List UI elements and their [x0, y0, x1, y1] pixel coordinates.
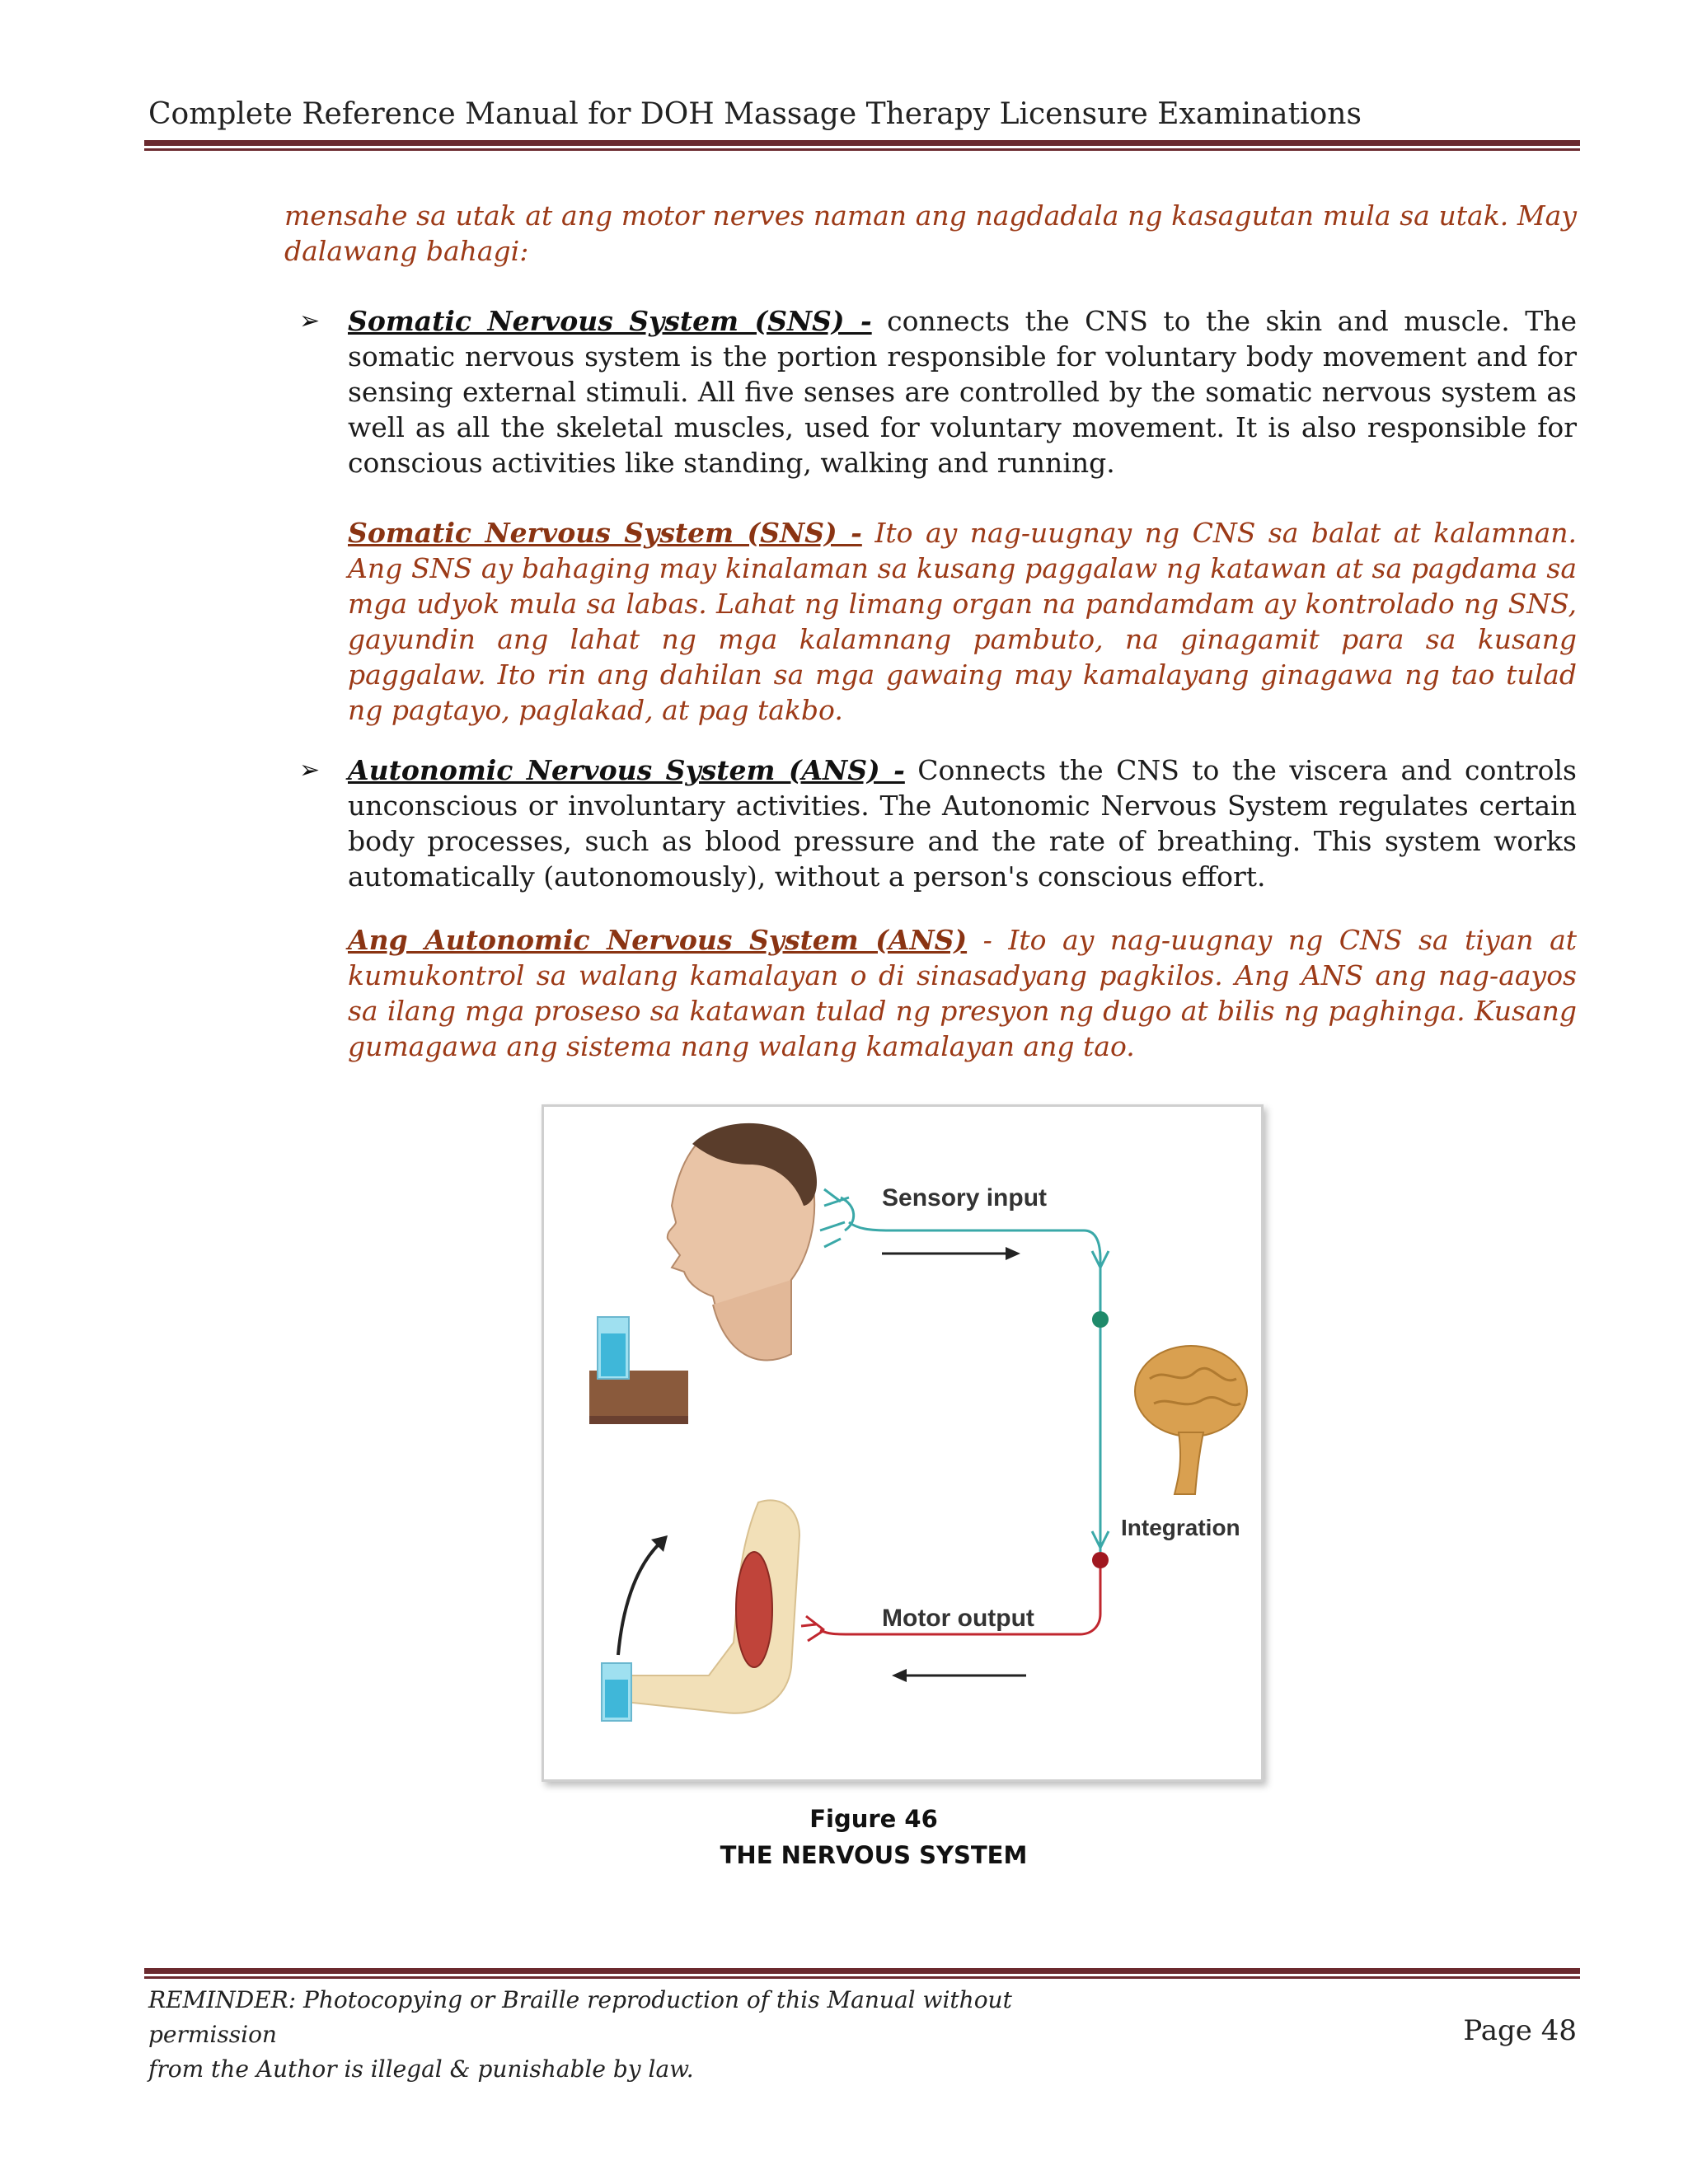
sns-tagalog — [348, 515, 1577, 728]
sensory-nerve-endings — [820, 1189, 854, 1247]
intro-tagalog: mensahe sa utak at ang motor nerves naman ang nagdadala ng kasagutan mula sa utak. May dalawang bahagi: — [284, 199, 1577, 267]
header-title: Complete Reference Manual for DOH Massage Therapy Licensure Examinations — [148, 97, 1362, 131]
footer-reminder-line2: from the Author is illegal & punishable by law. — [148, 2055, 694, 2083]
footer-reminder-line1: REMINDER: Photocopying or Braille reproduction of this Manual without permission — [148, 1986, 1012, 2048]
page-number: Page 48 — [1463, 2014, 1577, 2047]
ans-tagalog-term: Ang Autonomic Nervous System (ANS) — [348, 924, 968, 956]
ans-tagalog-text: - Ito ay nag-uugnay ng CNS sa tiyan at kumukontrol sa walang kamalayan o di sinasadyang pagkilos. Ang ANS ang nag-aayos sa ilang mga proseso sa katawan tulad ng presyon ng dugo at bilis ng paghinga. Kusang gumagawa ang sistema nang walang kamalayan ang tao. — [348, 924, 1578, 1062]
sns-tagalog-term: Somatic Nervous System (SNS) - — [348, 517, 862, 549]
list-item-sns — [284, 303, 1577, 728]
footer-reminder — [148, 1983, 1137, 2087]
motor-output-label: Motor output — [882, 1605, 1034, 1632]
motor-nerve-endings — [801, 1616, 824, 1641]
sensory-input-label: Sensory input — [882, 1184, 1048, 1212]
sensory-synapse-icon — [1092, 1311, 1109, 1328]
arm-illustration — [602, 1500, 799, 1721]
ans-english — [348, 752, 1577, 894]
integration-label: Integration — [1121, 1515, 1240, 1540]
list-item-ans — [284, 752, 1577, 1064]
nervous-system-figure — [542, 1104, 1264, 1782]
figure-number: Figure 46 — [809, 1805, 938, 1833]
sns-term: Somatic Nervous System (SNS) - — [348, 305, 872, 337]
header-rule — [144, 140, 1580, 151]
arrow-bullet-icon: ➢ — [299, 307, 321, 335]
brain-illustration — [1135, 1346, 1247, 1494]
main-content — [284, 198, 1577, 1064]
sns-english-text: connects the CNS to the skin and muscle. The somatic nervous system is the portion responsible for voluntary body movement and for sensing external stimuli. All five senses are controlled by the somatic nervous system as well as all the skeletal muscles, used for voluntary movement. It is also responsible for conscious activities like standing, walking and running. — [348, 305, 1577, 479]
footer-rule — [144, 1968, 1580, 1979]
ans-term: Autonomic Nervous System (ANS) - — [348, 754, 905, 786]
motor-synapse-icon — [1092, 1552, 1109, 1568]
sensory-path — [849, 1222, 1100, 1313]
head-illustration — [668, 1123, 817, 1361]
ans-tagalog — [348, 922, 1577, 1064]
sns-english — [348, 303, 1577, 480]
arrow-bullet-icon: ➢ — [299, 756, 321, 785]
movement-arrow-icon — [618, 1544, 659, 1655]
figure-title: THE NERVOUS SYSTEM — [720, 1841, 1028, 1869]
sns-tagalog-text: Ito ay nag-uugnay ng CNS sa balat at kalamnan. Ang SNS ay bahaging may kinalaman sa kusang paggalaw ng katawan at sa pagdama sa mga udyok mula sa labas. Lahat ng limang organ na pandamdam ay kontrolado ng SNS, gayundin ang lahat ng mga kalamnang pambuto, na ginagamit para sa kusang paggalaw. Ito rin ang dahilan sa mga gawaing may kamalayang ginagawa ng tao tulad ng pagtayo, paglakad, at pag takbo. — [348, 517, 1577, 726]
ans-english-text: Connects the CNS to the viscera and controls unconscious or involuntary activities. The Autonomic Nervous System regulates certain body processes, such as blood pressure and the rate of breathing. This system works automatically (autonomously), without a person's conscious effort. — [348, 754, 1577, 893]
glass-on-table-illustration — [589, 1317, 688, 1424]
